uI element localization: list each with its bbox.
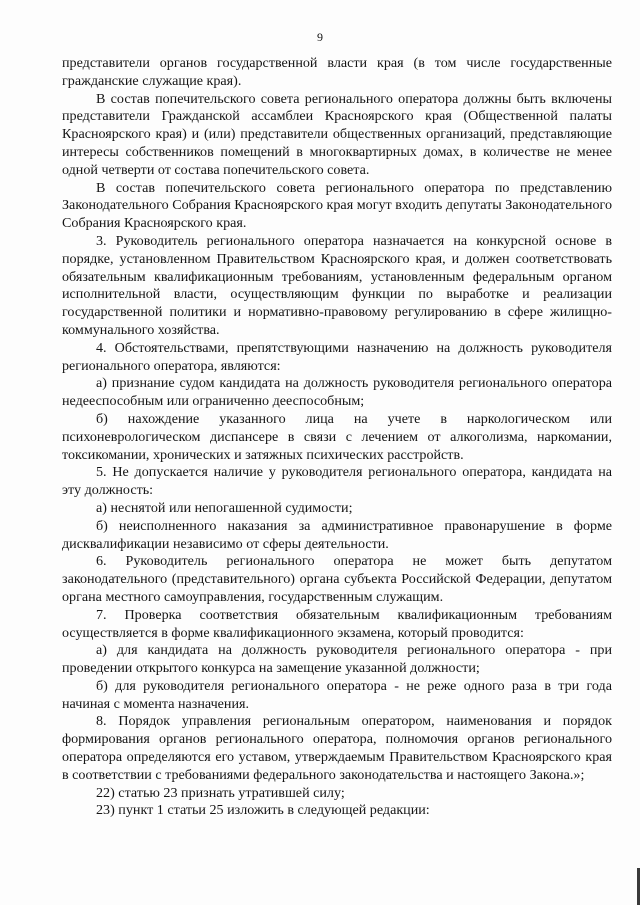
paragraph: 22) статью 23 признать утратившей силу;: [96, 784, 345, 801]
paragraph: В состав попечительского совета регионального оператора должны быть включены представители Гражданской ассамблеи Красноярского края (Общественной палаты Красноярского края) и (или) представители общественных организаций, представляющие интересы собственников помещений в многоквартирных домах, в количестве не менее одной четверти от состава попечительского совета.: [62, 90, 612, 178]
paragraph: б) нахождение указанного лица на учете в наркологическом или психоневрологическом диспансере в связи с лечением от алкоголизма, наркомании, токсикомании, хронических и затяжных психических расстройств.: [62, 410, 612, 463]
page-number: 9: [317, 30, 323, 44]
paragraph: 5. Не допускается наличие у руководителя регионального оператора, кандидата на эту должность:: [62, 464, 612, 499]
document-body: [62, 55, 612, 820]
paragraph: 3. Руководитель регионального оператора назначается на конкурсной основе в порядке, установленном Правительством Красноярского края, и должен соответствовать обязательным квалификационным требованиям, установленным федеральным органом исполнительной власти, осуществляющим функции по выработке и реализации государственной политики и нормативно-правовому регулированию в сфере жилищно-коммунального хозяйства.: [62, 232, 612, 338]
paragraph: В состав попечительского совета регионального оператора по представлению Законодательного Собрания Красноярского края могут входить депутаты Законодательного Собрания Красноярского края.: [62, 179, 612, 232]
paragraph: б) неисполненного наказания за административное правонарушение в форме дисквалификации независимо от сферы деятельности.: [62, 517, 612, 552]
paragraph: а) для кандидата на должность руководителя регионального оператора - при проведении открытого конкурса на замещение указанной должности;: [62, 642, 612, 677]
paragraph: представители органов государственной власти края (в том числе государственные гражданские служащие края).: [62, 55, 612, 89]
paragraph: 23) пункт 1 статьи 25 изложить в следующей редакции:: [96, 802, 430, 819]
paragraph: а) признание судом кандидата на должность руководителя регионального оператора недееспособным или ограниченно дееспособным;: [62, 375, 612, 410]
paragraph: б) для руководителя регионального оператора - не реже одного раза в три года начиная с момента назначения.: [62, 677, 612, 712]
paragraph: 7. Проверка соответствия обязательным квалификационным требованиям осуществляется в форме квалификационного экзамена, который проводится:: [62, 606, 612, 641]
paragraph: 8. Порядок управления региональным оператором, наименования и порядок формирования органов регионального оператора, полномочия органов регионального оператора определяются его уставом, утверждаемым Правительством Красноярского края в соответствии с требованиями федерального законодательства и настоящего Закона.»;: [62, 713, 612, 783]
paragraph: 6. Руководитель регионального оператора не может быть депутатом законодательного (представительного) органа субъекта Российской Федерации, депутатом органа местного самоуправления, государственным служащим.: [62, 553, 612, 605]
paragraph: а) неснятой или непогашенной судимости;: [96, 499, 353, 516]
paragraph: 4. Обстоятельствами, препятствующими назначению на должность руководителя регионального оператора, являются:: [62, 339, 612, 374]
